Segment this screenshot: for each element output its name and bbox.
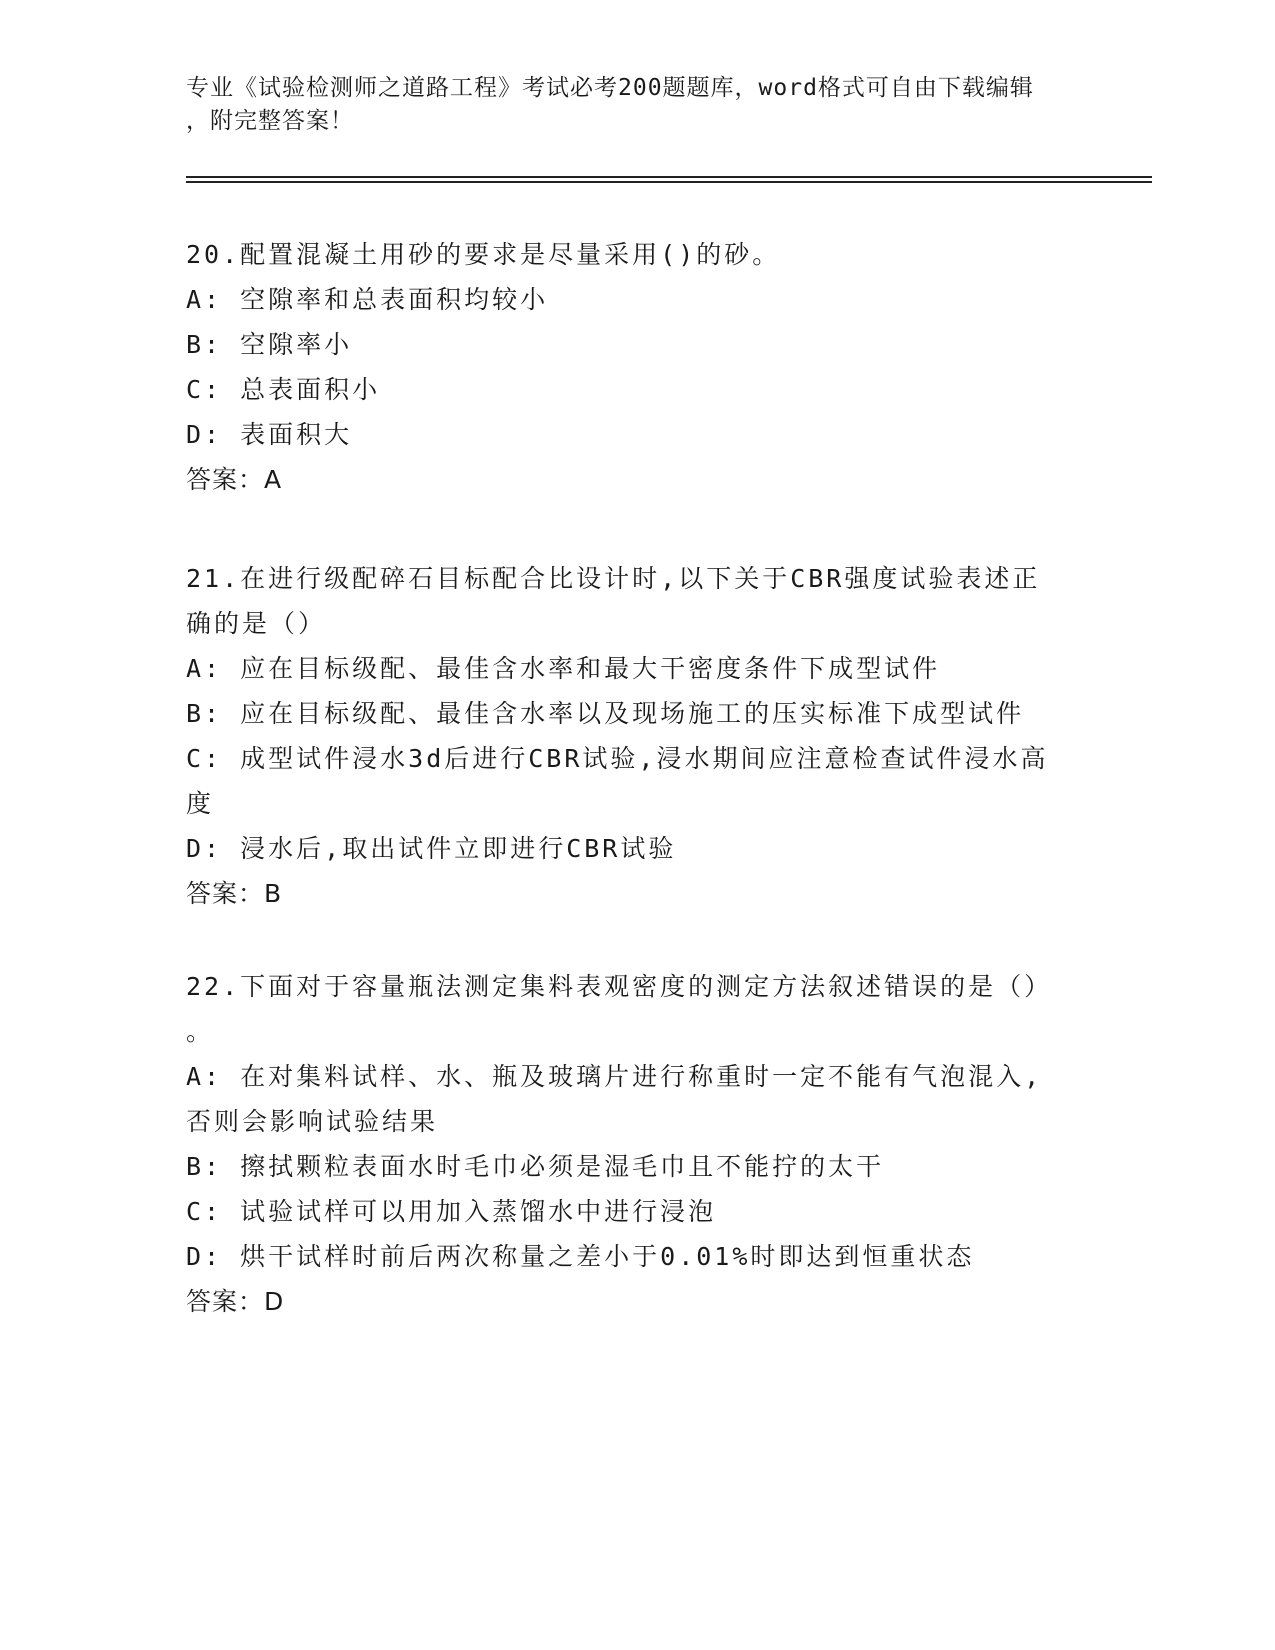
- option-d: D: 浸水后,取出试件立即进行CBR试验: [186, 834, 677, 863]
- question-21: [186, 556, 1086, 916]
- question-20: [186, 232, 1086, 502]
- answer-label: 答案：B: [186, 879, 283, 908]
- header-title-line: 专业《试验检测师之道路工程》考试必考200题题库，word格式可自由下载编辑: [186, 75, 1034, 101]
- option-a-continued: 否则会影响试验结果: [186, 1107, 439, 1136]
- option-a: A: 空隙率和总表面积均较小: [186, 285, 549, 314]
- header-divider: [186, 181, 1152, 183]
- option-c: C: 成型试件浸水3d后进行CBR试验,浸水期间应注意检查试件浸水高: [186, 744, 1049, 773]
- question-stem: 确的是（）: [186, 609, 327, 638]
- question-stem: 20.配置混凝土用砂的要求是尽量采用()的砂。: [186, 240, 781, 269]
- option-a: A: 在对集料试样、水、瓶及玻璃片进行称重时一定不能有气泡混入,: [186, 1062, 1043, 1091]
- question-stem: 。: [186, 1017, 215, 1046]
- option-c-continued: 度: [186, 789, 215, 818]
- option-c: C: 总表面积小: [186, 375, 381, 404]
- question-22: [186, 964, 1086, 1324]
- option-d: D: 烘干试样时前后两次称量之差小于0.01%时即达到恒重状态: [186, 1242, 975, 1271]
- document-header: [186, 72, 1086, 138]
- option-b: B: 应在目标级配、最佳含水率以及现场施工的压实标准下成型试件: [186, 699, 1025, 728]
- option-a: A: 应在目标级配、最佳含水率和最大干密度条件下成型试件: [186, 654, 941, 683]
- option-b: B: 空隙率小: [186, 330, 353, 359]
- answer-label: 答案：D: [186, 1287, 285, 1316]
- option-c: C: 试验试样可以用加入蒸馏水中进行浸泡: [186, 1197, 717, 1226]
- question-stem: 21.在进行级配碎石目标配合比设计时,以下关于CBR强度试验表述正: [186, 564, 1041, 593]
- answer-label: 答案：A: [186, 465, 283, 494]
- option-b: B: 擦拭颗粒表面水时毛巾必须是湿毛巾且不能拧的太干: [186, 1152, 885, 1181]
- header-title-line: ，附完整答案！: [186, 108, 354, 134]
- question-stem: 22.下面对于容量瓶法测定集料表观密度的测定方法叙述错误的是（）: [186, 972, 1053, 1001]
- header-divider: [186, 176, 1152, 178]
- option-d: D: 表面积大: [186, 420, 353, 449]
